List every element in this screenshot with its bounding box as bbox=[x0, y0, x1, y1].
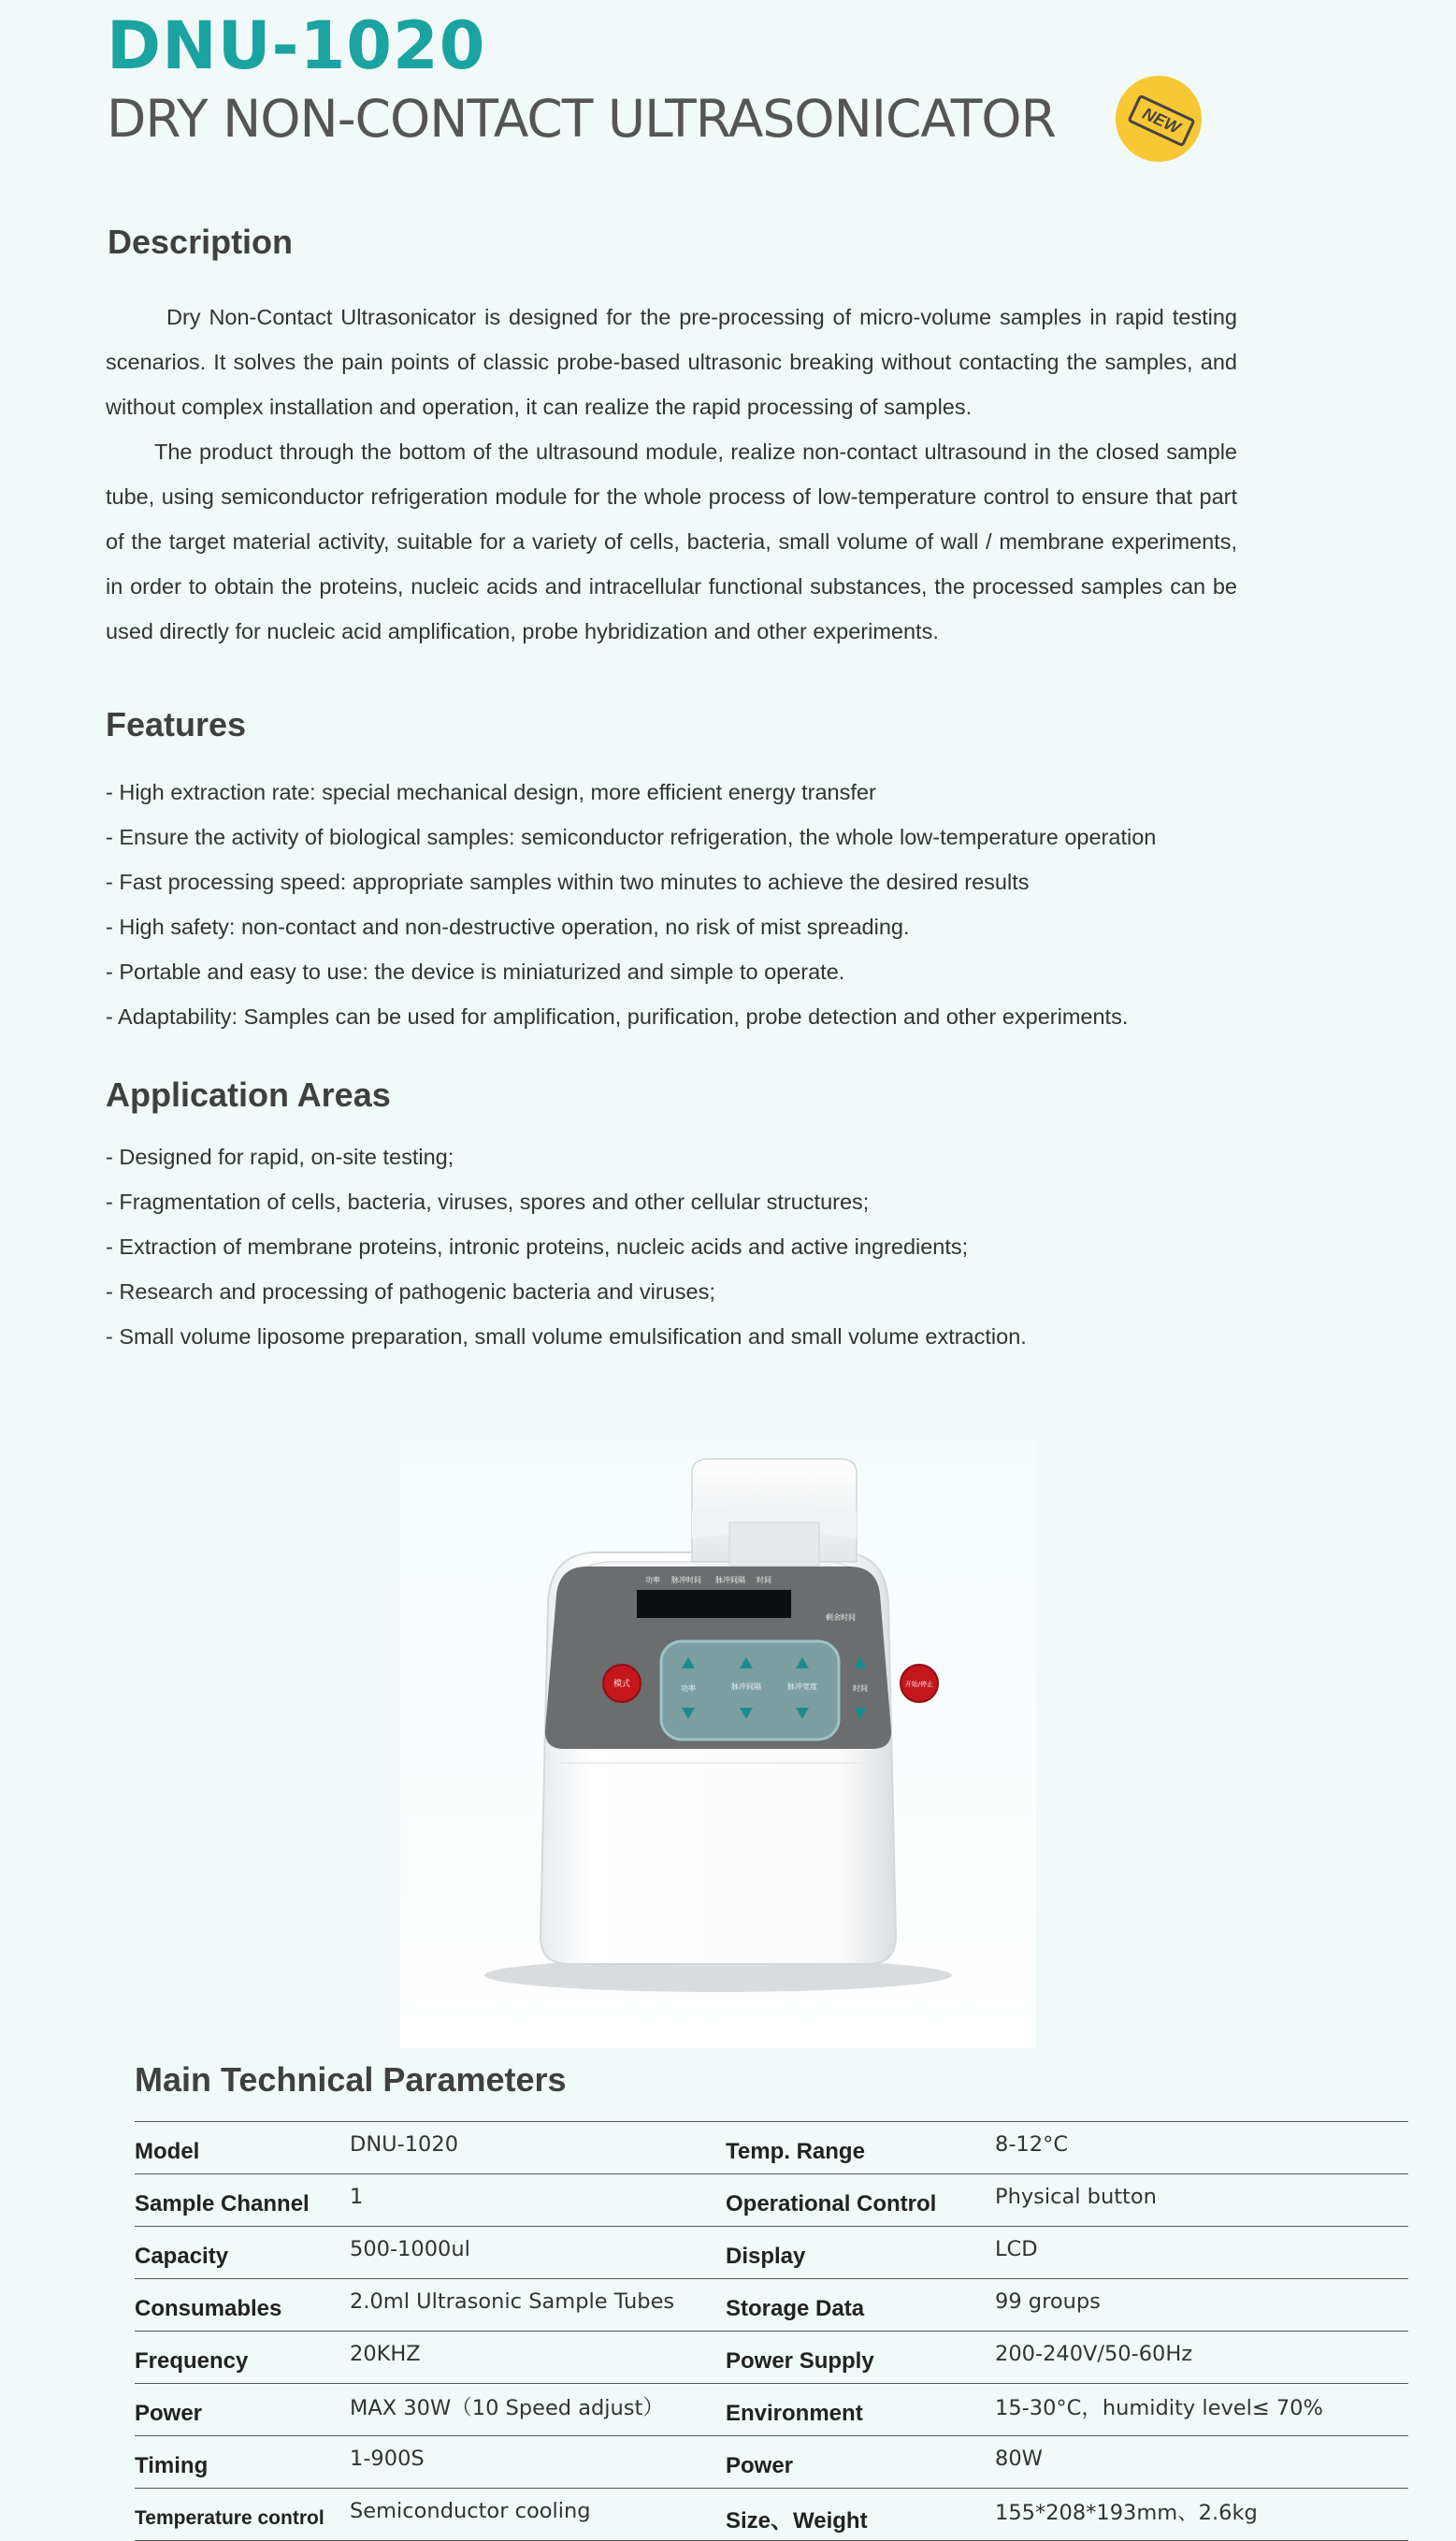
param-key: Capacity bbox=[135, 2227, 350, 2279]
new-badge-label: NEW bbox=[1127, 94, 1195, 148]
table-row bbox=[135, 2174, 1408, 2227]
param-key: Model bbox=[135, 2122, 350, 2174]
table-row bbox=[135, 2332, 1408, 2384]
list-item: - High extraction rate: special mechanical design, more efficient energy transfer bbox=[106, 780, 876, 804]
panel-top-label: 时间 bbox=[757, 1576, 771, 1584]
table-row bbox=[135, 2279, 1408, 2332]
param-value: LCD bbox=[995, 2227, 1408, 2279]
new-badge bbox=[1116, 76, 1202, 162]
param-value: 200-240V/50-60Hz bbox=[995, 2332, 1408, 2384]
applications-list bbox=[106, 1134, 1027, 1359]
param-key: Frequency bbox=[135, 2332, 350, 2384]
param-key: Power bbox=[726, 2436, 995, 2489]
table-row bbox=[135, 2122, 1408, 2174]
param-value: 15-30°C，humidity level≤ 70% bbox=[995, 2384, 1408, 2436]
features-heading: Features bbox=[106, 705, 247, 744]
product-name: DRY NON-CONTACT ULTRASONICATOR bbox=[107, 89, 1056, 149]
param-key: Temp. Range bbox=[726, 2122, 995, 2174]
param-value: 20KHZ bbox=[350, 2332, 726, 2384]
param-key: Size、Weight bbox=[726, 2489, 995, 2541]
param-value: 2.0ml Ultrasonic Sample Tubes bbox=[350, 2279, 726, 2332]
param-key: Environment bbox=[726, 2384, 995, 2436]
param-key: Sample Channel bbox=[135, 2174, 350, 2227]
param-value: 80W bbox=[995, 2436, 1408, 2489]
list-item: - Portable and easy to use: the device is miniaturized and simple to operate. bbox=[106, 960, 845, 984]
param-key: Display bbox=[726, 2227, 995, 2279]
list-item: - Fragmentation of cells, bacteria, viruses, spores and other cellular structures; bbox=[106, 1190, 870, 1214]
description-paragraph: The product through the bottom of the ultrasound module, realize non-contact ultrasound in the closed sample tube, using semiconductor refrigeration module for the whole process of low-temperature control to ensure that part of the target material activity, suitable for a variety of cells, bacteria, small volume of wall / membrane experiments, in order to obtain the proteins, nucleic acids and intracellular functional substances, the processed samples can be used directly for nucleic acid amplification, probe hybridization and other experiments. bbox=[106, 440, 1237, 643]
param-value: 1 bbox=[350, 2174, 726, 2227]
param-value: MAX 30W（10 Speed adjust） bbox=[350, 2384, 726, 2436]
list-item: - Adaptability: Samples can be used for amplification, purification, probe detection and other experiments. bbox=[106, 1004, 1129, 1029]
list-item: - Extraction of membrane proteins, intronic proteins, nucleic acids and active ingredients; bbox=[106, 1234, 969, 1259]
list-item: - Designed for rapid, on-site testing; bbox=[106, 1145, 454, 1169]
param-value: Physical button bbox=[995, 2174, 1408, 2227]
list-item: - Research and processing of pathogenic bacteria and viruses; bbox=[106, 1279, 715, 1304]
features-list bbox=[106, 770, 1156, 1039]
table-row bbox=[135, 2489, 1408, 2541]
panel-top-label: 脉冲时间 bbox=[671, 1576, 701, 1584]
start-stop-button-label: 开始/停止 bbox=[904, 1681, 934, 1688]
mode-button-label: 模式 bbox=[613, 1680, 631, 1689]
param-value: 155*208*193mm、2.6kg bbox=[995, 2489, 1408, 2541]
param-value: 8-12°C bbox=[995, 2122, 1408, 2174]
lcd-display bbox=[637, 1590, 791, 1618]
param-key: Temperature control bbox=[135, 2489, 350, 2541]
description-paragraph: Dry Non-Contact Ultrasonicator is designed for the pre-processing of micro-volume samples in rapid testing scenarios. It solves the pain points of classic probe-based ultrasonic breaking without contacting the samples, and without complex installation and operation, it can realize the rapid processing of samples. bbox=[106, 305, 1237, 419]
panel-top-label: 脉冲间隔 bbox=[715, 1576, 745, 1584]
list-item: - High safety: non-contact and non-destructive operation, no risk of mist spreading. bbox=[106, 915, 910, 939]
product-image bbox=[400, 1440, 1036, 2048]
table-row bbox=[135, 2436, 1408, 2489]
key-label: 脉冲宽度 bbox=[787, 1682, 817, 1691]
list-item: - Fast processing speed: appropriate samples within two minutes to achieve the desired results bbox=[106, 870, 1030, 894]
param-key: Storage Data bbox=[726, 2279, 995, 2332]
applications-heading: Application Areas bbox=[106, 1076, 391, 1114]
param-value: 99 groups bbox=[995, 2279, 1408, 2332]
panel-right-label: 剩余时间 bbox=[826, 1613, 856, 1622]
panel-top-label: 功率 bbox=[645, 1576, 660, 1584]
param-key: Power Supply bbox=[726, 2332, 995, 2384]
param-key: Consumables bbox=[135, 2279, 350, 2332]
list-item: - Ensure the activity of biological samples: semiconductor refrigeration, the whole low-temperature operation bbox=[106, 825, 1157, 849]
table-row bbox=[135, 2227, 1408, 2279]
description-heading: Description bbox=[108, 223, 294, 261]
param-key: Timing bbox=[135, 2436, 350, 2489]
param-key: Operational Control bbox=[726, 2174, 995, 2227]
key-label: 时间 bbox=[853, 1684, 868, 1693]
param-value: 500-1000ul bbox=[350, 2227, 726, 2279]
param-value: DNU-1020 bbox=[350, 2122, 726, 2174]
param-value: Semiconductor cooling bbox=[350, 2489, 726, 2541]
key-label: 脉冲间隔 bbox=[731, 1682, 761, 1691]
key-label: 功率 bbox=[681, 1684, 696, 1693]
table-row bbox=[135, 2384, 1408, 2436]
parameters-heading: Main Technical Parameters bbox=[135, 2060, 567, 2099]
list-item: - Small volume liposome preparation, small volume emulsification and small volume extraction. bbox=[106, 1324, 1027, 1349]
model-title: DNU-1020 bbox=[107, 7, 486, 84]
param-value: 1-900S bbox=[350, 2436, 726, 2489]
param-key: Power bbox=[135, 2384, 350, 2436]
parameters-table bbox=[135, 2121, 1408, 2541]
